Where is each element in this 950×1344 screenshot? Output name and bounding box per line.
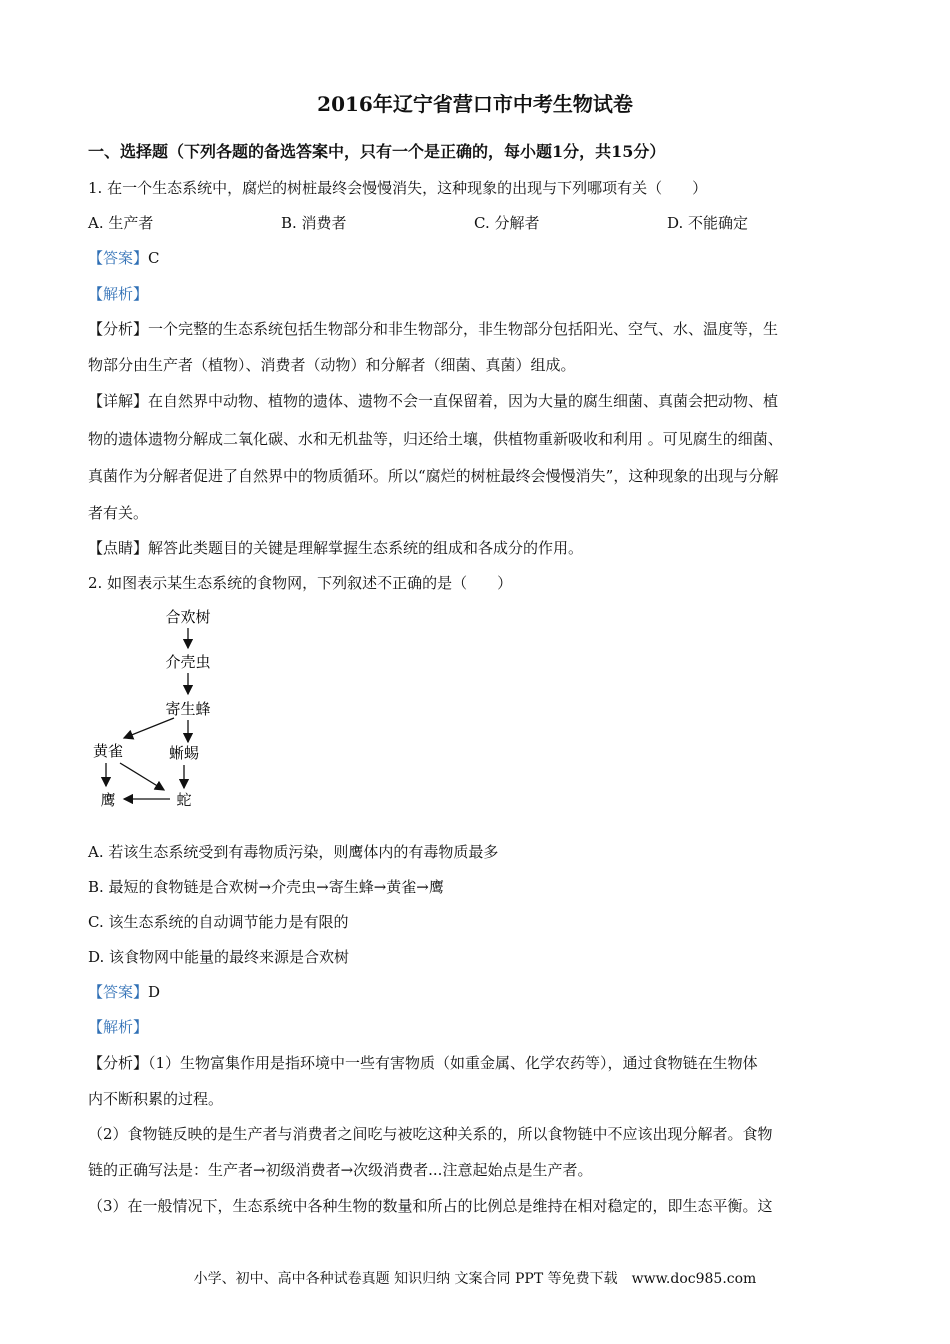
q1-stem: 1. 在一个生态系统中，腐烂的树桩最终会慢慢消失，这种现象的出现与下列哪项有关（ ） [88, 179, 708, 197]
q1-detail [88, 391, 778, 411]
q1-option-c: C. 分解者 [474, 214, 540, 232]
food-web-diagram [80, 598, 240, 818]
answer-tag: 【答案】 [88, 983, 149, 1001]
node-mantis: 蜥蜴 [168, 744, 200, 762]
q1-fenxi-line2: 物部分由生产者（植物）、消费者（动物）和分解者（细菌、真菌）组成。 [88, 356, 576, 374]
fenxi-tag: 【分析】 [88, 1054, 149, 1072]
node-oriole: 黄雀 [92, 742, 124, 760]
detail-text: 在自然界中动物、植物的遗体、遗物不会一直保留着，因为大量的腐生细菌、真菌会把动物、植 [148, 392, 779, 410]
arrow-wasp-oriole [124, 718, 174, 738]
q2-option-b: B. 最短的食物链是合欢树→介壳虫→寄生蜂→黄雀→鹰 [88, 878, 444, 896]
q1-option-d: D. 不能确定 [667, 214, 749, 232]
fenxi-text: 一个完整的生态系统包括生物部分和非生物部分，非生物部分包括阳光、空气、水、温度等，生 [148, 320, 779, 338]
q2-analysis-tag: 【解析】 [88, 1018, 149, 1036]
q2-answer [88, 982, 160, 1002]
q2-option-d: D. 该食物网中能量的最终来源是合欢树 [88, 948, 350, 966]
point-text: 解答此类题目的关键是理解掌握生态系统的组成和各成分的作用。 [148, 539, 584, 557]
q2-fenxi-line2: 内不断积累的过程。 [88, 1090, 224, 1108]
q1-fenxi [88, 319, 778, 339]
fenxi-tag: 【分析】 [88, 320, 149, 338]
q1-detail-line2: 物的遗体遗物分解成二氧化碳、水和无机盐等，归还给土壤，供植物重新吸收和利用 。可见腐生的细菌、 [88, 430, 783, 448]
node-insect: 介壳虫 [165, 653, 211, 671]
point-tag: 【点睛】 [88, 539, 149, 557]
q1-option-b: B. 消费者 [281, 214, 347, 232]
page-footer: 小学、初中、高中各种试卷真题 知识归纳 文案合同 PPT 等免费下载 www.doc985.com [193, 1271, 757, 1287]
q2-fenxi-line4: 链的正确写法是：生产者→初级消费者→次级消费者...注意起始点是生产者。 [88, 1161, 593, 1179]
q1-detail-line3: 真菌作为分解者促进了自然界中的物质循环。所以“腐烂的树桩最终会慢慢消失”，这种现象的出现与分解 [88, 467, 779, 485]
detail-tag: 【详解】 [88, 392, 149, 410]
q2-fenxi-line5: （3）在一般情况下，生态系统中各种生物的数量和所占的比例总是维持在相对稳定的，即生态平衡。这 [88, 1197, 773, 1215]
node-tree: 合欢树 [165, 608, 211, 626]
answer-value: C [148, 249, 160, 267]
q2-fenxi [88, 1053, 758, 1073]
q2-option-c: C. 该生态系统的自动调节能力是有限的 [88, 913, 349, 931]
fenxi-text: （1）生物富集作用是指环境中一些有害物质（如重金属、化学农药等），通过食物链在生物体 [148, 1054, 758, 1072]
node-eagle: 鹰 [100, 791, 116, 809]
q1-option-a: A. 生产者 [88, 214, 154, 232]
answer-tag: 【答案】 [88, 249, 149, 267]
node-wasp: 寄生蜂 [165, 700, 211, 718]
q1-detail-line4: 者有关。 [88, 504, 149, 522]
arrow-oriole-snake [120, 763, 164, 790]
q1-answer [88, 248, 160, 268]
answer-value: D [148, 983, 161, 1001]
node-snake: 蛇 [176, 791, 192, 809]
q1-point [88, 538, 583, 558]
page-title: 2016年辽宁省营口市中考生物试卷 [317, 92, 633, 116]
q2-option-a: A. 若该生态系统受到有毒物质污染，则鹰体内的有毒物质最多 [88, 843, 499, 861]
section-heading: 一、选择题（下列各题的备选答案中，只有一个是正确的，每小题1分，共15分） [88, 142, 666, 161]
q1-analysis-tag: 【解析】 [88, 285, 149, 303]
q2-stem: 2. 如图表示某生态系统的食物网，下列叙述不正确的是（ ） [88, 574, 513, 592]
q2-fenxi-line3: （2）食物链反映的是生产者与消费者之间吃与被吃这种关系的，所以食物链中不应该出现分解者。食物 [88, 1125, 773, 1143]
